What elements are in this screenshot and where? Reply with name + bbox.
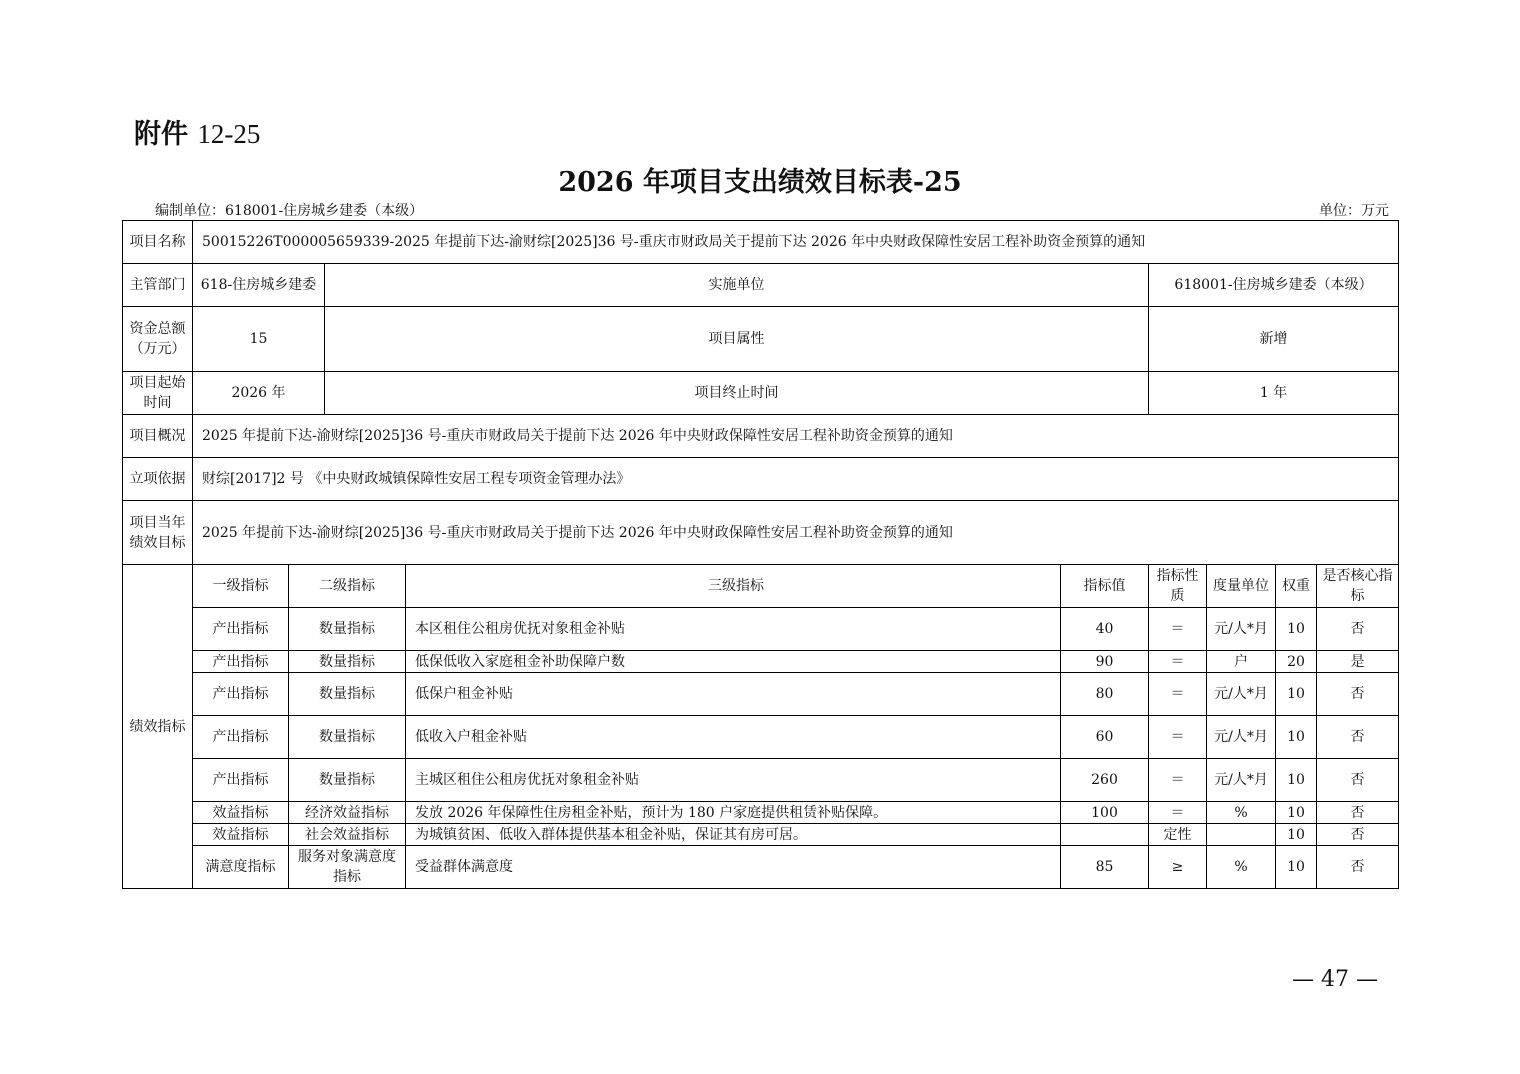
end-label: 项目终止时间 — [325, 372, 1149, 415]
funds-label: 资金总额（万元） — [123, 307, 193, 372]
unit-cell: 元/人*月 — [1207, 608, 1276, 651]
nature-cell: ＝ — [1149, 651, 1207, 673]
row-funds — [123, 307, 1399, 372]
header-weight: 权重 — [1276, 565, 1317, 608]
header-level1: 一级指标 — [193, 565, 289, 608]
impl-unit-value: 618001-住房城乡建委（本级） — [1149, 264, 1399, 307]
level2-cell: 服务对象满意度指标 — [289, 846, 406, 889]
page-number: — 47 — — [1292, 967, 1378, 992]
row-basis — [123, 458, 1399, 501]
level3-cell: 发放 2026 年保障性住房租金补贴，预计为 180 户家庭提供租赁补贴保障。 — [406, 802, 1061, 824]
project-name-label: 项目名称 — [123, 221, 193, 264]
weight-cell: 10 — [1276, 759, 1317, 802]
header-value: 指标值 — [1061, 565, 1149, 608]
level2-cell: 数量指标 — [289, 673, 406, 716]
indicator-row — [123, 846, 1399, 889]
row-goal — [123, 501, 1399, 565]
level3-cell: 低保低收入家庭租金补助保障户数 — [406, 651, 1061, 673]
overview-value: 2025 年提前下达-渝财综[2025]36 号-重庆市财政局关于提前下达 2026 年中央财政保障性安居工程补助资金预算的通知 — [193, 415, 1399, 458]
indicator-row — [123, 716, 1399, 759]
overview-label: 项目概况 — [123, 415, 193, 458]
nature-cell: ＝ — [1149, 716, 1207, 759]
row-department — [123, 264, 1399, 307]
nature-cell: ＝ — [1149, 802, 1207, 824]
level2-cell: 数量指标 — [289, 651, 406, 673]
level3-cell: 为城镇贫困、低收入群体提供基本租金补贴，保证其有房可居。 — [406, 824, 1061, 846]
nature-cell: ≥ — [1149, 846, 1207, 889]
funds-value: 15 — [193, 307, 325, 372]
performance-table — [122, 220, 1399, 889]
indicator-row — [123, 673, 1399, 716]
weight-cell: 10 — [1276, 824, 1317, 846]
unit-cell: 元/人*月 — [1207, 673, 1276, 716]
level1-cell: 产出指标 — [193, 608, 289, 651]
value-cell: 60 — [1061, 716, 1149, 759]
row-time — [123, 372, 1399, 415]
level1-cell: 产出指标 — [193, 716, 289, 759]
level2-cell: 数量指标 — [289, 759, 406, 802]
header-level3: 三级指标 — [406, 565, 1061, 608]
level2-cell: 经济效益指标 — [289, 802, 406, 824]
attr-value: 新增 — [1149, 307, 1399, 372]
level1-cell: 产出指标 — [193, 759, 289, 802]
row-project-name — [123, 221, 1399, 264]
impl-unit-label: 实施单位 — [325, 264, 1149, 307]
unit-cell — [1207, 824, 1276, 846]
end-value: 1 年 — [1149, 372, 1399, 415]
level1-cell: 产出指标 — [193, 673, 289, 716]
unit-cell: % — [1207, 846, 1276, 889]
level2-cell: 社会效益指标 — [289, 824, 406, 846]
core-cell: 否 — [1317, 846, 1399, 889]
level2-cell: 数量指标 — [289, 608, 406, 651]
level1-cell: 产出指标 — [193, 651, 289, 673]
level3-cell: 低保户租金补贴 — [406, 673, 1061, 716]
attachment-label — [134, 112, 260, 151]
nature-cell: ＝ — [1149, 608, 1207, 651]
value-cell: 260 — [1061, 759, 1149, 802]
level1-cell: 效益指标 — [193, 824, 289, 846]
indicator-row — [123, 608, 1399, 651]
core-cell: 否 — [1317, 824, 1399, 846]
core-cell: 否 — [1317, 759, 1399, 802]
indicator-row — [123, 651, 1399, 673]
weight-cell: 10 — [1276, 716, 1317, 759]
unit-label: 单位：万元 — [1319, 203, 1389, 219]
attr-label: 项目属性 — [325, 307, 1149, 372]
nature-cell: 定性 — [1149, 824, 1207, 846]
prepared-by: 编制单位：618001-住房城乡建委（本级） — [155, 203, 424, 219]
indicator-header-row — [123, 565, 1399, 608]
value-cell: 85 — [1061, 846, 1149, 889]
project-name-value: 50015226T000005659339-2025 年提前下达-渝财综[2025]36 号-重庆市财政局关于提前下达 2026 年中央财政保障性安居工程补助资金预算的通知 — [193, 221, 1399, 264]
indicator-row — [123, 759, 1399, 802]
value-cell — [1061, 824, 1149, 846]
level2-cell: 数量指标 — [289, 716, 406, 759]
level3-cell: 本区租住公租房优抚对象租金补贴 — [406, 608, 1061, 651]
dept-value: 618-住房城乡建委 — [193, 264, 325, 307]
core-cell: 是 — [1317, 651, 1399, 673]
weight-cell: 10 — [1276, 846, 1317, 889]
level3-cell: 受益群体满意度 — [406, 846, 1061, 889]
nature-cell: ＝ — [1149, 759, 1207, 802]
basis-label: 立项依据 — [123, 458, 193, 501]
unit-cell: 元/人*月 — [1207, 759, 1276, 802]
value-cell: 100 — [1061, 802, 1149, 824]
level1-cell: 效益指标 — [193, 802, 289, 824]
indicators-section-label: 绩效指标 — [123, 565, 193, 889]
unit-cell: 元/人*月 — [1207, 716, 1276, 759]
value-cell: 80 — [1061, 673, 1149, 716]
unit-cell: % — [1207, 802, 1276, 824]
level1-cell: 满意度指标 — [193, 846, 289, 889]
indicator-row — [123, 824, 1399, 846]
weight-cell: 10 — [1276, 673, 1317, 716]
core-cell: 否 — [1317, 802, 1399, 824]
weight-cell: 10 — [1276, 802, 1317, 824]
unit-cell: 户 — [1207, 651, 1276, 673]
level3-cell: 低收入户租金补贴 — [406, 716, 1061, 759]
level3-cell: 主城区租住公租房优抚对象租金补贴 — [406, 759, 1061, 802]
row-overview — [123, 415, 1399, 458]
page-title: 2026 年项目支出绩效目标表-25 — [558, 167, 962, 198]
goal-label: 项目当年绩效目标 — [123, 501, 193, 565]
nature-cell: ＝ — [1149, 673, 1207, 716]
core-cell: 否 — [1317, 716, 1399, 759]
dept-label: 主管部门 — [123, 264, 193, 307]
attachment-number: 12-25 — [197, 119, 261, 149]
basis-value: 财综[2017]2 号 《中央财政城镇保障性安居工程专项资金管理办法》 — [193, 458, 1399, 501]
value-cell: 90 — [1061, 651, 1149, 673]
goal-value: 2025 年提前下达-渝财综[2025]36 号-重庆市财政局关于提前下达 2026 年中央财政保障性安居工程补助资金预算的通知 — [193, 501, 1399, 565]
value-cell: 40 — [1061, 608, 1149, 651]
weight-cell: 10 — [1276, 608, 1317, 651]
attachment-word: 附件 — [134, 119, 188, 150]
header-level2: 二级指标 — [289, 565, 406, 608]
core-cell: 否 — [1317, 608, 1399, 651]
start-value: 2026 年 — [193, 372, 325, 415]
start-label: 项目起始时间 — [123, 372, 193, 415]
header-nature: 指标性质 — [1149, 565, 1207, 608]
core-cell: 否 — [1317, 673, 1399, 716]
header-unit: 度量单位 — [1207, 565, 1276, 608]
indicator-row — [123, 802, 1399, 824]
weight-cell: 20 — [1276, 651, 1317, 673]
header-core: 是否核心指标 — [1317, 565, 1399, 608]
